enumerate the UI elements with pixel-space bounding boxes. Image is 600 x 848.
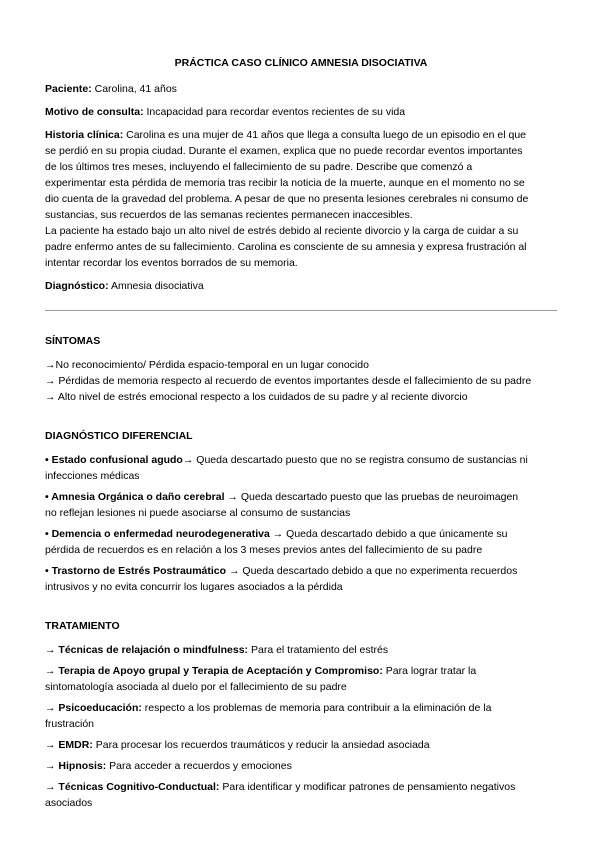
treatment-item	[45, 700, 557, 732]
history-line: de los últimos tres meses, incluyendo el fallecimiento de su padre. Describe que comenzó a	[45, 161, 473, 173]
history-line: experimentar esta pérdida de memoria tras recibir la noticia de la muerte, aunque en el momento no se	[45, 177, 525, 189]
differential-text: → Queda descartado puesto que no se registra consumo de sustancias ni	[182, 454, 528, 466]
treatment-section	[45, 618, 557, 811]
differential-text-cont: infecciones médicas	[45, 470, 140, 482]
reason-field	[45, 104, 557, 120]
history-label: Historia clínica:	[45, 129, 124, 141]
history-line: padre enfermo antes de su fallecimiento. Carolina es consciente de su amnesia y expresa frustración al	[45, 241, 527, 253]
symptom-item	[45, 357, 557, 373]
symptom-text: No reconocimiento/ Pérdida espacio-temporal en un lugar conocido	[55, 359, 369, 371]
arrow-icon: →	[45, 375, 56, 387]
differential-name: • Amnesia Orgánica o daño cerebral	[45, 491, 225, 503]
patient-value: Carolina, 41 años	[94, 83, 177, 95]
treatment-item	[45, 642, 557, 658]
reason-label: Motivo de consulta:	[45, 106, 144, 118]
treatment-text: Para identificar y modificar patrones de pensamiento negativos	[219, 781, 516, 793]
document-content	[45, 55, 557, 834]
treatment-name: → Hipnosis:	[45, 760, 107, 772]
history-line: se perdió en su propia ciudad. Durante el examen, explica que no puede recordar eventos importantes	[45, 145, 523, 157]
differential-text: → Queda descartado debido a que únicamente su	[269, 528, 508, 540]
treatment-item	[45, 737, 557, 753]
treatment-item	[45, 663, 557, 695]
history-line: intentar recordar los eventos borrados de su memoria.	[45, 257, 298, 269]
arrow-icon: →	[45, 359, 56, 371]
differential-text: → Queda descartado puesto que las pruebas de neuroimagen	[224, 491, 519, 503]
treatment-text-cont: asociados	[45, 797, 93, 809]
arrow-icon: →	[45, 391, 56, 403]
symptoms-title: SÍNTOMAS	[45, 335, 101, 347]
symptom-item	[45, 373, 557, 389]
differential-item	[45, 489, 557, 521]
patient-label: Paciente:	[45, 83, 92, 95]
differential-text-cont: pérdida de recuerdos es en relación a los 3 meses previos antes del fallecimiento de su padre	[45, 544, 483, 556]
history-line: dio cuenta de la gravedad del problema. A pesar de que no presenta lesiones cerebrales ni consumo de	[45, 193, 529, 205]
symptom-text: Pérdidas de memoria respecto al recuerdo de eventos importantes desde el fallecimiento de su padre	[58, 375, 532, 387]
treatment-name: → EMDR:	[45, 739, 93, 751]
history-line: sustancias, sus recuerdos de las semanas recientes permanecen inaccesibles.	[45, 209, 413, 221]
treatment-text: Para el tratamiento del estrés	[248, 644, 389, 656]
history-field	[45, 127, 557, 271]
patient-field	[45, 81, 557, 97]
differential-text: → Queda descartado debido a que no experimenta recuerdos	[226, 565, 518, 577]
treatment-text-cont: frustración	[45, 718, 95, 730]
diagnosis-value: Amnesia disociativa	[110, 280, 204, 292]
differential-item	[45, 563, 557, 595]
reason-value: Incapacidad para recordar eventos recientes de su vida	[146, 106, 406, 118]
treatment-text: respecto a los problemas de memoria para contribuir a la eliminación de la	[141, 702, 492, 714]
treatment-item	[45, 758, 557, 774]
differential-text-cont: no reflejan lesiones ni puede asociarse al consumo de sustancias	[45, 507, 351, 519]
differential-item	[45, 452, 557, 484]
diagnosis-field	[45, 278, 557, 294]
differential-section	[45, 428, 557, 595]
differential-name: • Estado confusional agudo	[45, 454, 183, 466]
treatment-name: → Técnicas Cognitivo-Conductual:	[45, 781, 220, 793]
differential-name: • Trastorno de Estrés Postraumático	[45, 565, 227, 577]
history-line: La paciente ha estado bajo un alto nivel de estrés debido al reciente divorcio y la carga de cuidar a su	[45, 225, 519, 237]
divider	[45, 310, 557, 311]
symptom-item	[45, 389, 557, 405]
page-title: PRÁCTICA CASO CLÍNICO AMNESIA DISOCIATIVA	[174, 57, 428, 69]
treatment-text: Para procesar los recuerdos traumáticos y reducir la ansiedad asociada	[92, 739, 430, 751]
treatment-text: Para acceder a recuerdos y emociones	[106, 760, 292, 772]
treatment-text-cont: sintomatología asociada al duelo por el fallecimiento de su padre	[45, 681, 347, 693]
treatment-name: → Terapia de Apoyo grupal y Terapia de Aceptación y Compromiso:	[45, 665, 383, 677]
treatment-title: TRATAMIENTO	[45, 620, 120, 632]
history-line: Carolina es una mujer de 41 años que llega a consulta luego de un episodio en el que	[126, 129, 526, 141]
differential-title: DIAGNÓSTICO DIFERENCIAL	[45, 430, 193, 442]
differential-name: • Demencia o enfermedad neurodegenerativa	[45, 528, 270, 540]
diagnosis-label: Diagnóstico:	[45, 280, 109, 292]
treatment-name: → Psicoeducación:	[45, 702, 142, 714]
differential-item	[45, 526, 557, 558]
differential-text-cont: intrusivos y no evita concurrir los lugares asociados a la pérdida	[45, 581, 343, 593]
treatment-text: Para lograr tratar la	[382, 665, 477, 677]
symptom-text: Alto nivel de estrés emocional respecto a los cuidados de su padre y al reciente divorcio	[57, 391, 468, 403]
treatment-item	[45, 779, 557, 811]
treatment-name: → Técnicas de relajación o mindfulness:	[45, 644, 249, 656]
symptoms-section	[45, 333, 557, 405]
